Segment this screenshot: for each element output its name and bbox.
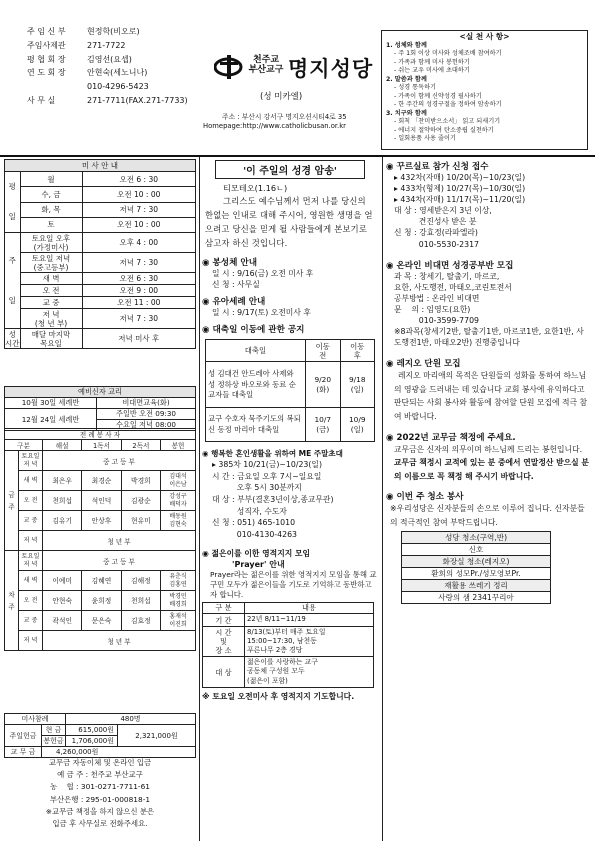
cursillo-title: ◉ 꾸르실료 참가 신청 접수 — [386, 162, 489, 172]
servers-group: 중 고 등 부 — [43, 451, 196, 471]
right-column — [386, 160, 591, 604]
offering-total: 2,321,000원 — [118, 725, 196, 747]
confirmation-line: 신 청 : 사무실 — [212, 280, 260, 290]
header-info-row — [27, 80, 192, 94]
servers-name: 최경순 — [82, 471, 121, 491]
mass-day: 저 녁 (청 년 부) — [20, 309, 82, 329]
mass-group-weekday: 평 일 — [5, 172, 21, 233]
mass-day: 오 전 — [20, 285, 82, 297]
servers-name: 박경민 배경희 — [161, 591, 196, 611]
header-info-value: 안현숙(세노니나) — [87, 68, 148, 78]
cursillo-line: 010-5530-2317 — [394, 239, 479, 249]
mass-time: 오전 9 : 00 — [82, 285, 196, 297]
attendance-label: 미사참례 — [5, 714, 66, 725]
attendance-value: 480명 — [66, 714, 196, 725]
mass-day: 토요일 저녁 (중고등부) — [20, 253, 82, 273]
confirmation-lines — [202, 268, 378, 290]
header-info-value: 010-4296-5423 — [87, 82, 149, 92]
cleaning-row: 사랑의 샘 2341꾸리아 — [402, 591, 551, 603]
pastoral-item: - 쉬는 교우 미사에 초대하기 — [394, 67, 470, 74]
online-bible-lines — [386, 271, 591, 349]
cash-label: 현 금 — [42, 725, 66, 736]
catechumen-table — [4, 386, 196, 431]
account-line: 농 협 : 301-0271-7711-61 — [50, 782, 150, 792]
account-info — [4, 757, 196, 830]
pastoral-box — [381, 30, 588, 150]
online-bible-line: 공부방법 : 온라인 비대면 — [394, 293, 480, 303]
servers-name: 곽석인 — [43, 611, 82, 631]
header-info-label: 사 무 실 — [27, 95, 56, 105]
pastoral-item: - 가족과 함께 미사 봉헌하기 — [394, 58, 470, 66]
prayer-key: 기 간 — [203, 614, 245, 626]
pastoral-heading: 2. 말씀과 함께 — [386, 75, 427, 83]
mass-time: 저녁 7 : 30 — [82, 202, 196, 217]
solemnity-header: 이동 후 — [340, 340, 375, 362]
dues-notice-text1: 교무금은 신자의 의무이며 하느님께 드리는 봉헌입니다. — [394, 444, 583, 454]
holy-hour-day: 매달 마지막 목요일 — [20, 329, 82, 349]
mass-time: 오전 6 : 30 — [82, 172, 196, 187]
pastoral-item: - 한 주간의 성경구절을 정하여 암송하기 — [394, 101, 502, 108]
me-line: 신 청 : 051) 465-1010 — [212, 518, 296, 528]
servers-mass-type: 오 전 — [19, 591, 43, 611]
servers-week-label: 차 주 — [5, 551, 19, 651]
me-line: 오후 5시 30분까지 — [212, 483, 302, 493]
infant-baptism-line: 일 시 : 9/17(토) 오전미사 후 — [212, 308, 311, 318]
solemnity-before: 9/20 (화) — [306, 362, 341, 408]
church-name: 명지성당 — [288, 56, 374, 81]
servers-name: 김해정 — [121, 571, 160, 591]
cleaning-row: 성당 청소(구역,반) — [402, 531, 551, 543]
confirmation-line: 일 시 : 9/16(금) 오전 미사 후 — [212, 269, 314, 278]
servers-mass-type: 새 벽 — [19, 471, 43, 491]
legio-title: ◉ 레지오 단원 모집 — [386, 359, 461, 370]
header-divider — [0, 155, 595, 157]
cleaning-table — [401, 531, 551, 604]
header-info-row — [27, 39, 192, 53]
servers-header: 1독서 — [82, 440, 121, 451]
pastoral-item: - 회칙 「찬미받으소서」 읽고 되새기기 — [394, 118, 501, 125]
solemnity-title: ◉ 대축일 이동에 관한 공지 — [202, 325, 305, 336]
servers-name: 박경희 — [121, 471, 160, 491]
prayer-intro: Prayer라는 젊은이를 위한 영적지지 모임을 통해 교구민 모두가 젊은이들을 기도로 기억하고 동반하고자 합니다. — [210, 570, 377, 600]
header-info-row — [27, 25, 192, 39]
servers-name: 유춘식 김홍연 — [161, 571, 196, 591]
cursillo-line: 대 상 : 영세받은지 3년 이상, — [394, 206, 492, 216]
online-bible-line: 과 목 : 창세기, 탈출기, 마르코, — [394, 271, 500, 281]
pastoral-item: - 성경 통독하기 — [394, 84, 437, 91]
online-bible-line: ※8과목(창세기2반, 탈출기1반, 마르코1반, 요한1반, 사도행전1반, 마태오2반) 진행중입니다 — [394, 327, 584, 348]
header-info-row — [27, 94, 192, 108]
pastoral-item: - 일회용품 사용 줄이기 — [394, 135, 456, 142]
me-lines — [202, 459, 378, 540]
account-line: 입금 후 사무실로 전화주세요. — [52, 819, 148, 829]
servers-title: 전 례 봉 사 자 — [5, 429, 196, 440]
dues-notice-text2: 교무금 책정시 교적에 있는 분 중에서 연말정산 받으실 분의 이름으로 꼭 책정 해 주시기 바랍니다. — [394, 458, 589, 481]
mass-day: 화, 목 — [20, 202, 82, 217]
servers-header: 2독서 — [121, 440, 160, 451]
mass-time: 오전 6 : 30 — [82, 273, 196, 285]
cleaning-row: 화장실 청소(레지오) — [402, 555, 551, 567]
servers-table — [4, 428, 196, 651]
servers-name: 문은숙 — [82, 611, 121, 631]
servers-name: 석인덕 — [82, 491, 121, 511]
servers-mass-type: 교 중 — [19, 611, 43, 631]
scripture-box — [202, 160, 378, 253]
prayer-key: 시 간 및 장 소 — [203, 626, 245, 657]
servers-name: 안상후 — [82, 511, 121, 531]
prayer-key: 대 상 — [203, 657, 245, 688]
mass-time: 오전 11 : 00 — [82, 297, 196, 309]
legio-text: 레지오 마리애의 목적은 단원들의 성화를 통하여 하느님의 영광을 드러내는 데 있습니다 교회 봉사에 유익하다고 판단되는 사회 봉사와 활동에 참여할 단원 모집에 적극 참여 바랍니다. — [394, 371, 588, 421]
servers-week-label: 금 주 — [5, 451, 19, 551]
confirmation-title: ◉ 봉성체 안내 — [202, 258, 257, 268]
servers-name: 최은우 — [43, 471, 82, 491]
servers-mass-type: 새 벽 — [19, 571, 43, 591]
patron-saint: (성 미카엘) — [260, 92, 303, 102]
dues-label: 교 무 금 — [5, 747, 42, 758]
prayer-value: 8/13(토)부터 매주 토요일 15:00~17:30, 남천동 푸른나무 2층 경당 — [245, 626, 374, 657]
cleaning-title: ◉ 이번 주 청소 봉사 — [386, 492, 464, 503]
servers-mass-type: 저 녁 — [19, 531, 43, 551]
header-info-label — [27, 80, 85, 94]
cursillo-line: 견진성사 받은 분 — [394, 217, 477, 227]
account-line: 부산은행 : 295-01-000818-1 — [49, 794, 151, 804]
scripture-title: '이 주일의 성경 암송' — [215, 160, 365, 179]
header-info-label: 연 도 회 장 — [27, 68, 66, 78]
prayer-value: 젊은이를 사랑하는 교구 공동체 구성원 모두 (젊은이 포함) — [245, 657, 374, 688]
mass-day: 교 중 — [20, 297, 82, 309]
mass-title: 미 사 안 내 — [5, 160, 196, 172]
dues-value: 4,260,000원 — [42, 747, 196, 758]
me-line: 010-4130-4263 — [212, 529, 297, 539]
mass-time: 저녁 7 : 30 — [82, 309, 196, 329]
mass-time: 오전 10 : 00 — [82, 187, 196, 202]
servers-group: 청 년 부 — [43, 631, 196, 651]
envelope-value: 1,706,000원 — [66, 736, 118, 747]
online-bible-line: 010-3599-7709 — [394, 316, 479, 326]
servers-mass-type: 토요일 저 녁 — [19, 451, 43, 471]
servers-name: 김유기 — [43, 511, 82, 531]
mass-day: 토요일 오후 (가정미사) — [20, 233, 82, 253]
servers-name: 안현숙 — [43, 591, 82, 611]
servers-name: 김광순 — [121, 491, 160, 511]
me-line: 시 간 : 금요일 오후 7시~일요일 — [212, 471, 322, 481]
cleaning-row: 신호 — [402, 543, 551, 555]
diocese-top: 천주교 — [252, 55, 280, 65]
servers-name: 강성구 배덕자 — [161, 491, 196, 511]
account-line: 교무금 자동이체 및 온라인 입금 — [48, 758, 152, 767]
servers-name: 현유미 — [121, 511, 160, 531]
pastoral-item: - 주 1회 이상 미사와 성체조배 참여하기 — [394, 50, 502, 57]
infant-baptism-title: ◉ 유아세례 안내 — [202, 297, 266, 308]
catechumen-schedule: 주일반 오전 09:30 — [97, 409, 196, 420]
servers-header: 봉헌 — [161, 440, 196, 451]
scripture-ref: 티모테오(1.16ㄴ) — [223, 183, 288, 193]
mass-group-sunday: 주 일 — [5, 233, 21, 329]
servers-mass-type: 오 전 — [19, 491, 43, 511]
infant-baptism-lines — [202, 307, 378, 318]
cursillo-line: ▸ 434차(자매) 11/17(목)~11/20(일) — [394, 195, 526, 205]
online-bible-line: 문 의 : 임영도(요한) — [394, 304, 471, 314]
servers-mass-type: 교 중 — [19, 511, 43, 531]
finance-table — [4, 713, 196, 758]
logo — [214, 54, 246, 80]
solemnity-name: 성 김대건 안드레아 사제와 성 정하상 바오로와 동료 순교자들 대축일 — [206, 362, 306, 408]
account-line: ※교무금 책정을 하지 않으신 분은 — [45, 806, 155, 816]
servers-mass-type: 토요일 저 녁 — [19, 551, 43, 571]
online-bible-line: 요한, 사도행전, 마태오,코린토전서 — [394, 282, 512, 292]
cash-value: 615,000원 — [66, 725, 118, 736]
solemnity-after: 9/18 (일) — [340, 362, 375, 408]
cleaning-note: ※우리성당은 신자분들의 손으로 이루어 집니다. 신자분들의 적극적인 참여 부탁드립니다. — [390, 504, 585, 527]
me-line: ▸ 385차 10/21(금)~10/23(일) — [212, 460, 322, 470]
solemnity-header: 대축일 — [206, 340, 306, 362]
catechumen-schedule: 수요일 저녁 08:00 — [97, 420, 196, 431]
header-info-label: 주임사제관 — [27, 40, 66, 50]
cursillo-line: ▸ 433차(형제) 10/27(목)~10/30(일) — [394, 184, 526, 194]
catechumen-class: 12월 24일 세례반 — [5, 409, 97, 431]
holy-hour-time: 저녁 미사 후 — [82, 329, 196, 349]
servers-group: 청 년 부 — [43, 531, 196, 551]
account-line: 예 금 주 : 천주교 부산교구 — [57, 770, 143, 780]
catechumen-title: 예비신자 교리 — [5, 387, 196, 398]
online-bible-title: ◉ 온라인 비대면 성경공부반 모집 — [386, 260, 514, 271]
offering-label: 주일헌금 — [5, 725, 42, 747]
servers-name: 윤희정 — [82, 591, 121, 611]
me-title: ◉ 행복한 혼인생활을 위하여 ME 주말초대 — [202, 449, 343, 459]
me-line: 성직자, 수도자 — [212, 506, 287, 516]
pastoral-item: - 에너지 절약하여 탄소중립 실천하기 — [394, 126, 494, 134]
header-info-value: 현정학(비오로) — [87, 27, 140, 36]
prayer-note: ※ 토요일 오전미사 후 영적지지 기도합니다. — [202, 691, 355, 701]
mass-day: 월 — [20, 172, 82, 187]
header-info-value: 271-7722 — [87, 40, 126, 50]
header-info-label: 주 임 신 부 — [27, 27, 66, 36]
servers-name: 배동원 김현숙 — [161, 511, 196, 531]
servers-group: 중 고 등 부 — [43, 551, 196, 571]
prayer-table — [202, 602, 374, 687]
servers-mass-type: 저 녁 — [19, 631, 43, 651]
header-info-value: 271-7711(FAX.271-7733) — [87, 95, 188, 105]
dues-notice-title: ◉ 2022년 교무금 책정에 주세요. — [386, 432, 516, 443]
mass-time: 오전 10 : 00 — [82, 217, 196, 232]
diocese-label — [246, 55, 286, 75]
pastoral-item: - 가족이 함께 신약성경 필사하기 — [394, 92, 482, 100]
holy-hour-label: 성 시간 — [5, 329, 20, 348]
cursillo-lines — [386, 172, 591, 250]
cleaning-row: 환희의 성모Pr./성모영보Pr. — [402, 567, 551, 579]
pastoral-title: <실 천 사 항> — [459, 32, 510, 41]
cleaning-row: 재활용 쓰레기 정리 — [402, 579, 551, 591]
mass-day: 토 — [20, 217, 82, 232]
solemnity-name: 교구 수호자 묵주기도의 복되신 동정 마리아 대축일 — [206, 408, 306, 442]
header-info-row — [27, 66, 192, 80]
header-info-label: 평 협 회 장 — [27, 54, 66, 64]
servers-header: 해설 — [43, 440, 82, 451]
pastoral-heading: 1. 성체와 함께 — [386, 41, 427, 49]
solemnity-header: 이동 전 — [306, 340, 341, 362]
prayer-title2: 'Prayer' 안내 — [232, 560, 285, 570]
prayer-value: 22년 8/11~11/19 — [245, 614, 374, 626]
church-homepage: Homepage:http://www.catholicbusan.or.kr — [203, 122, 346, 130]
cursillo-line: 신 청 : 강효정(라파엘라) — [394, 228, 478, 238]
servers-name: 홍재석 이진희 — [161, 611, 196, 631]
pastoral-heading: 3. 치구와 함께 — [386, 109, 427, 117]
prayer-header: 내용 — [245, 603, 374, 614]
me-line: 대 상 : 부부(결혼3년이상,종교무관) — [212, 495, 334, 505]
servers-name: 김효정 — [121, 611, 160, 631]
prayer-header: 구 분 — [203, 603, 245, 614]
prayer-title: ◉ 젊은이를 이한 영적지지 모임 — [202, 549, 311, 559]
solemnity-after: 10/9 (일) — [340, 408, 375, 442]
mass-time: 저녁 7 : 30 — [82, 253, 196, 273]
church-logo-icon — [214, 54, 246, 80]
cursillo-line: ▸ 432차(자매) 10/20(목)~10/23(일) — [394, 173, 526, 182]
servers-name: 천희섭 — [121, 591, 160, 611]
mass-day: 새 벽 — [20, 273, 82, 285]
mass-day: 수, 금 — [20, 187, 82, 202]
church-address: 주소 : 부산시 강서구 명지오션시티4로 35 — [222, 113, 347, 121]
diocese-bottom: 부산교구 — [248, 65, 284, 75]
header-info-row — [27, 53, 192, 67]
solemnity-table — [205, 339, 375, 442]
envelope-label: 봉헌금 — [43, 737, 64, 745]
middle-column — [202, 160, 378, 702]
mass-time: 오후 4 : 00 — [82, 233, 196, 253]
servers-name: 김혜연 — [82, 571, 121, 591]
servers-name: 김대석 이은남 — [161, 471, 196, 491]
solemnity-before: 10/7 (금) — [306, 408, 341, 442]
catechumen-schedule: 비대면교육(화) — [97, 398, 196, 409]
scripture-text: 그리스도 예수님께서 먼저 나를 당신의 한없는 인내로 대해 주시어, 영원한 생명을 얻으려고 당신을 믿게 될 사람들에게 본보기로 삼고자 하신 것입니다. — [205, 196, 373, 248]
servers-header: 구분 — [5, 440, 43, 451]
mass-table — [4, 159, 196, 349]
servers-name: 이예미 — [43, 571, 82, 591]
catechumen-class: 10월 30일 세례반 — [5, 398, 97, 409]
header-info-value: 김영선(요셉) — [87, 54, 132, 64]
servers-name: 천희섭 — [43, 491, 82, 511]
